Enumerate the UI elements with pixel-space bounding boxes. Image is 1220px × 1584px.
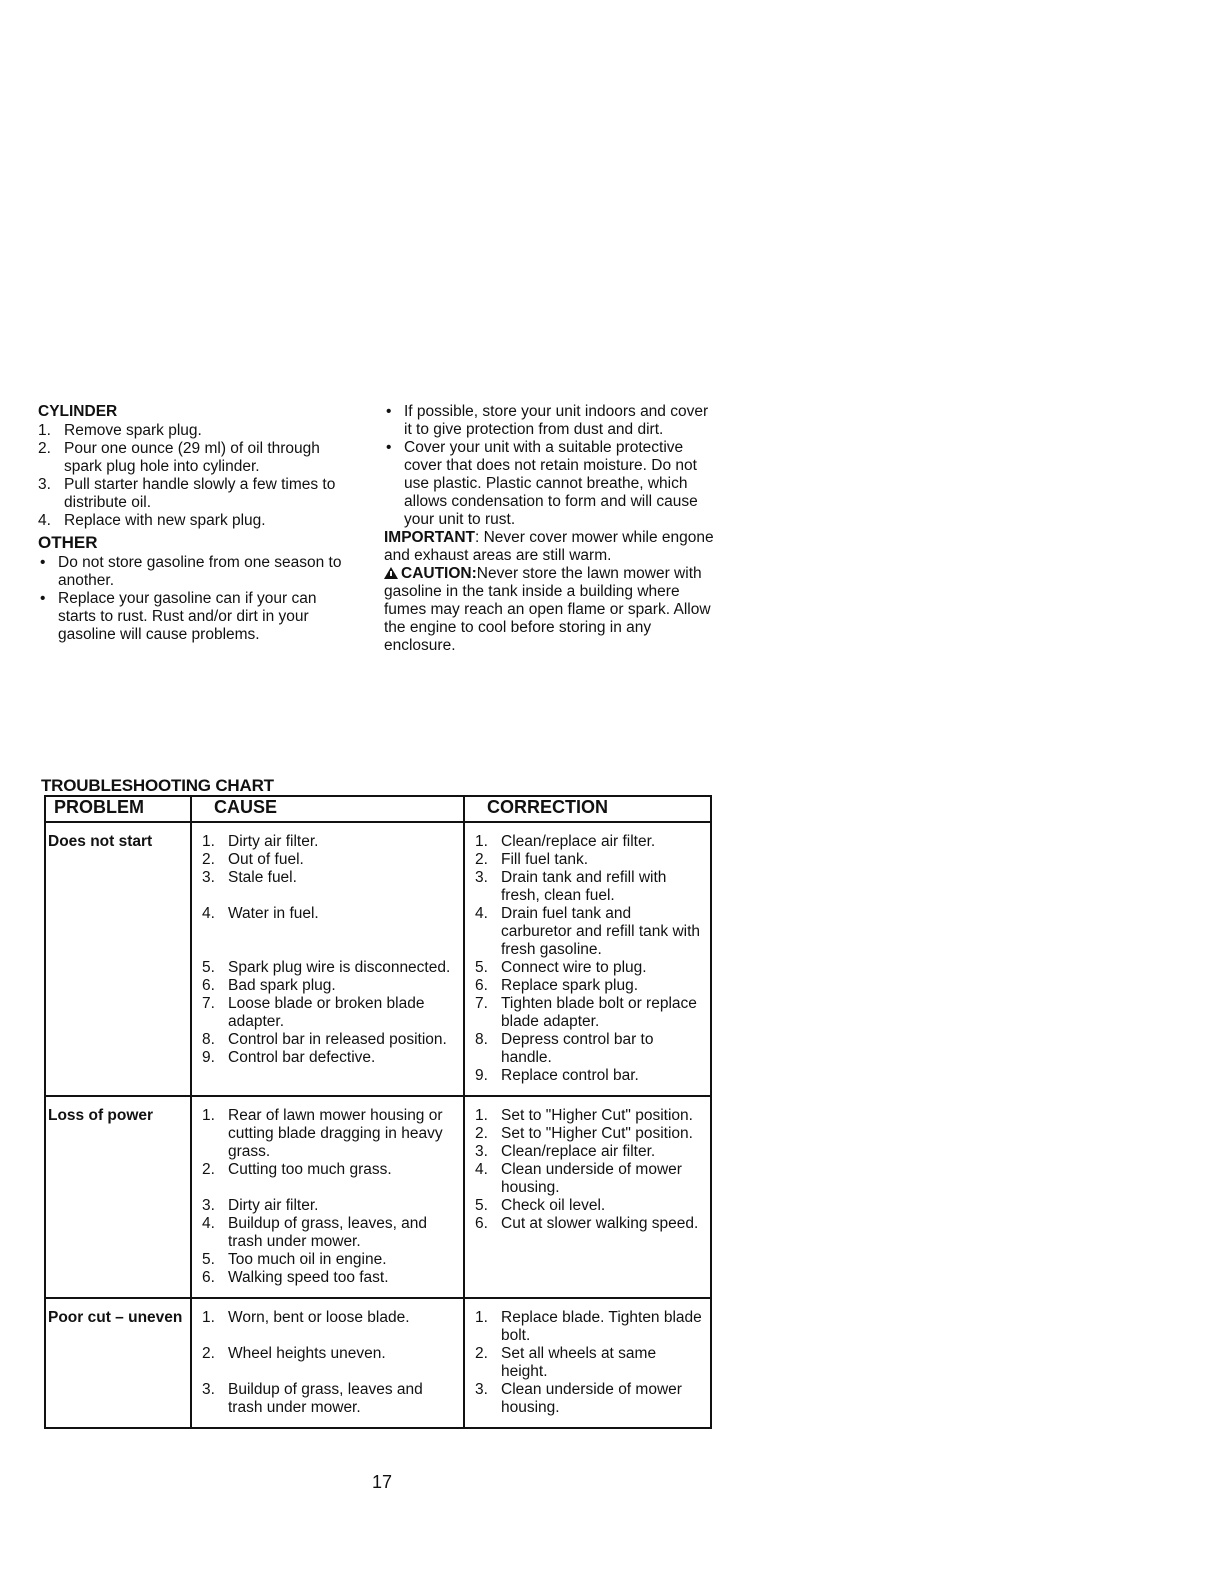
item-number: 3.: [202, 1381, 215, 1398]
item-text: Drain fuel tank and carburetor and refill tank with fresh gasoline.: [501, 905, 701, 958]
item-number: 3.: [202, 869, 215, 886]
list-item: [202, 1107, 459, 1161]
warning-icon: [384, 567, 398, 579]
item-text: Replace spark plug.: [501, 977, 638, 994]
item-number: 2.: [202, 851, 215, 868]
table-body: [45, 822, 711, 1428]
item-number: 4.: [475, 905, 488, 922]
cause-list: [202, 833, 459, 1067]
left-column: [38, 403, 358, 644]
important-note: IMPORTANT: Never cover mower while engone and exhaust areas are still warm.: [384, 529, 714, 564]
list-item: [202, 1345, 459, 1363]
list-item: • If possible, store your unit indoors and cover it to give protection from dust and dirt.: [386, 403, 709, 438]
list-item: [475, 851, 706, 869]
item-number: 4.: [202, 1215, 215, 1232]
item-number: 5.: [202, 1251, 215, 1268]
cause-cell: [191, 1096, 464, 1298]
important-label: IMPORTANT: [384, 529, 475, 546]
item-text: Bad spark plug.: [228, 977, 336, 994]
problem-cell: Loss of power: [45, 1096, 191, 1298]
list-item: [475, 1143, 706, 1161]
item-number: 7.: [475, 995, 488, 1012]
troubleshooting-title: TROUBLESHOOTING CHART: [41, 776, 274, 795]
item-text: Clean underside of mower housing.: [501, 1381, 682, 1416]
item-text: Control bar in released position.: [228, 1031, 447, 1048]
correction-list: [475, 1309, 706, 1417]
cause-cell: [191, 822, 464, 1096]
list-item: [202, 1161, 459, 1179]
correction-list: [475, 833, 706, 1085]
item-number: 7.: [202, 995, 215, 1012]
item-text: Fill fuel tank.: [501, 851, 589, 868]
table-row: [45, 1096, 711, 1298]
item-number: 4.: [475, 1161, 488, 1178]
item-number: 1.: [202, 1309, 215, 1326]
item-text: Stale fuel.: [228, 869, 297, 886]
item-number: 5.: [475, 959, 488, 976]
item-text: Clean/replace air filter.: [501, 1143, 656, 1160]
item-text: Clean/replace air filter.: [501, 833, 656, 850]
list-item: [202, 1031, 459, 1049]
other-heading: OTHER: [38, 533, 98, 552]
problem-cell: Poor cut – uneven: [45, 1298, 191, 1428]
troubleshooting-table: [44, 795, 712, 1429]
list-item: [475, 1345, 706, 1381]
table-row: [45, 822, 711, 1096]
correction-cell: [464, 822, 711, 1096]
item-text: Connect wire to plug.: [501, 959, 647, 976]
item-number: 2.: [202, 1161, 215, 1178]
item-number: 1.: [202, 833, 215, 850]
list-item: [202, 905, 459, 923]
item-text: Check oil level.: [501, 1197, 606, 1214]
item-number: 9.: [475, 1067, 488, 1084]
list-item: [202, 1049, 459, 1067]
list-item: [202, 959, 459, 977]
list-item: [475, 1107, 706, 1125]
item-text: Set all wheels at same height.: [501, 1345, 657, 1380]
item-number: 8.: [475, 1031, 488, 1048]
item-text: Spark plug wire is disconnected.: [228, 959, 451, 976]
cause-list: [202, 1107, 459, 1287]
table-row: [45, 1298, 711, 1428]
item-number: 9.: [202, 1049, 215, 1066]
bullet-icon: •: [386, 439, 392, 456]
item-text: Worn, bent or loose blade.: [228, 1309, 410, 1326]
list-item: [475, 995, 706, 1031]
item-number: 6.: [475, 1215, 488, 1232]
caution-label: CAUTION:: [401, 565, 477, 582]
list-item: [475, 833, 706, 851]
bullet-icon: •: [40, 554, 46, 571]
item-text: Replace control bar.: [501, 1067, 639, 1084]
list-item: [202, 1269, 459, 1287]
correction-cell: [464, 1096, 711, 1298]
item-number: 3.: [475, 1143, 488, 1160]
item-number: 3.: [475, 1381, 488, 1398]
other-bullets: [38, 554, 358, 644]
list-item: • Cover your unit with a suitable protective cover that does not retain moisture. Do not use plastic. Plastic cannot breathe, which allows condensation to form and will cause your unit to rust.: [386, 439, 698, 528]
list-item: [475, 869, 706, 905]
list-item: [202, 869, 459, 887]
item-text: Replace blade. Tighten blade bolt.: [501, 1309, 702, 1344]
item-number: 6.: [202, 977, 215, 994]
list-item: [202, 1215, 459, 1251]
item-number: 2.: [475, 1125, 488, 1142]
list-item: [202, 995, 459, 1031]
list-item: [202, 1197, 459, 1215]
item-text: Buildup of grass, leaves and trash under mower.: [228, 1381, 423, 1416]
item-number: 2.: [475, 851, 488, 868]
item-text: Set to "Higher Cut" position.: [501, 1107, 693, 1124]
item-text: Cut at slower walking speed.: [501, 1215, 699, 1232]
item-number: 1.: [475, 1309, 488, 1326]
item-number: 3.: [202, 1197, 215, 1214]
storage-bullets: [384, 403, 714, 529]
list-item: [202, 977, 459, 995]
cause-cell: [191, 1298, 464, 1428]
item-text: Tighten blade bolt or replace blade adapter.: [501, 995, 697, 1030]
list-item: 3. Pull starter handle slowly a few times to distribute oil.: [38, 476, 336, 511]
table-header-row: [45, 796, 711, 822]
item-text: Control bar defective.: [228, 1049, 376, 1066]
item-number: 2.: [202, 1345, 215, 1362]
list-item: 4. Replace with new spark plug.: [38, 512, 266, 529]
page-number: 17: [372, 1472, 393, 1492]
item-text: Set to "Higher Cut" position.: [501, 1125, 693, 1142]
item-number: 6.: [475, 977, 488, 994]
bullet-icon: •: [386, 403, 392, 420]
item-text: Dirty air filter.: [228, 833, 319, 850]
header-cause: CAUSE: [191, 796, 464, 822]
item-number: 2.: [475, 1345, 488, 1362]
list-item: [475, 977, 706, 995]
item-text: Walking speed too fast.: [228, 1269, 389, 1286]
list-item: • Do not store gasoline from one season to another.: [40, 554, 342, 589]
list-item: [475, 905, 706, 959]
correction-list: [475, 1107, 706, 1233]
list-item: [475, 1161, 706, 1197]
list-item: [475, 1031, 706, 1067]
cylinder-steps: [38, 422, 358, 530]
item-text: Rear of lawn mower housing or cutting blade dragging in heavy grass.: [228, 1107, 443, 1160]
item-text: Out of fuel.: [228, 851, 304, 868]
item-number: 1.: [475, 833, 488, 850]
cylinder-heading: CYLINDER: [38, 403, 118, 420]
item-text: Water in fuel.: [228, 905, 319, 922]
caution-note: CAUTION:Never store the lawn mower with gasoline in the tank inside a building where fumes may reach an open flame or spark. Allow the engine to cool before storing in any enclosure.: [384, 565, 711, 654]
bullet-icon: •: [40, 590, 46, 607]
item-text: Clean underside of mower housing.: [501, 1161, 682, 1196]
item-number: 5.: [202, 959, 215, 976]
list-item: [475, 1381, 706, 1417]
item-text: Drain tank and refill with fresh, clean fuel.: [501, 869, 667, 904]
correction-cell: [464, 1298, 711, 1428]
item-number: 6.: [202, 1269, 215, 1286]
cause-list: [202, 1309, 459, 1417]
item-number: 1.: [475, 1107, 488, 1124]
list-item: [202, 1381, 459, 1417]
list-item: [202, 833, 459, 851]
item-text: Buildup of grass, leaves, and trash under mower.: [228, 1215, 428, 1250]
item-text: Loose blade or broken blade adapter.: [228, 995, 425, 1030]
list-item: [202, 1309, 459, 1327]
item-number: 1.: [202, 1107, 215, 1124]
list-item: [475, 1309, 706, 1345]
list-item: 1. Remove spark plug.: [38, 422, 202, 439]
item-text: Cutting too much grass.: [228, 1161, 392, 1178]
list-item: • Replace your gasoline can if your can starts to rust. Rust and/or dirt in your gasoline will cause problems.: [40, 590, 317, 643]
list-item: [475, 1067, 706, 1085]
list-item: [202, 851, 459, 869]
list-item: [475, 1215, 706, 1233]
header-problem: PROBLEM: [45, 796, 191, 822]
item-text: Wheel heights uneven.: [228, 1345, 386, 1362]
item-number: 3.: [475, 869, 488, 886]
item-number: 4.: [202, 905, 215, 922]
problem-cell: Does not start: [45, 822, 191, 1096]
list-item: 2. Pour one ounce (29 ml) of oil through spark plug hole into cylinder.: [38, 440, 320, 475]
item-text: Too much oil in engine.: [228, 1251, 387, 1268]
item-text: Depress control bar to handle.: [501, 1031, 654, 1066]
item-number: 5.: [475, 1197, 488, 1214]
right-column: [384, 403, 714, 655]
list-item: [475, 959, 706, 977]
list-item: [475, 1197, 706, 1215]
header-correction: CORRECTION: [464, 796, 711, 822]
list-item: [475, 1125, 706, 1143]
list-item: [202, 1251, 459, 1269]
item-number: 8.: [202, 1031, 215, 1048]
item-text: Dirty air filter.: [228, 1197, 319, 1214]
